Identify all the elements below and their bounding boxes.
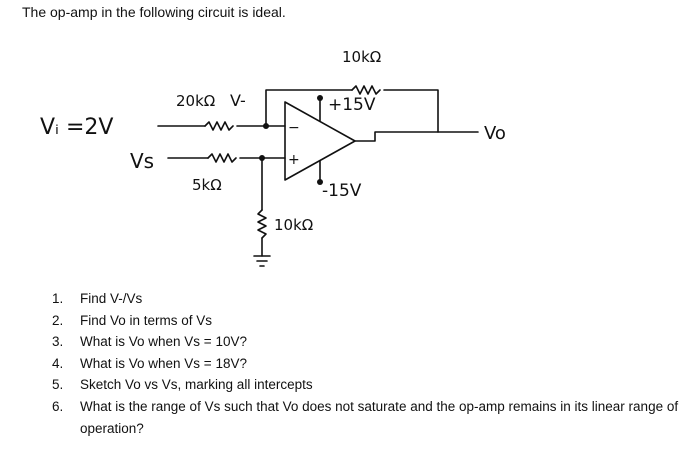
vminus-label: V- — [230, 91, 246, 110]
question-text: What is Vo when Vs = 18V? — [80, 355, 247, 371]
question-item — [52, 396, 690, 439]
question-text: Find V-/Vs — [80, 291, 143, 306]
question-text: Find Vo in terms of Vs — [80, 312, 213, 328]
noninverting-node-dot — [259, 155, 265, 161]
question-item — [52, 310, 690, 332]
problem-intro: The op-amp in the following circuit is ideal. — [22, 4, 286, 20]
question-text: What is Vo when Vs = 10V? — [80, 334, 247, 350]
feedback-wire-right — [384, 90, 438, 132]
r1-resistor — [205, 122, 233, 130]
vo-label: Vo — [484, 123, 506, 144]
r2-label: 5kΩ — [192, 176, 222, 194]
vi-label: Vᵢ =2V — [40, 115, 114, 140]
question-number: 2. — [52, 312, 64, 328]
vs-label: Vs — [130, 149, 155, 173]
negative-supply-label: -15V — [322, 181, 362, 201]
question-number: 3. — [52, 334, 64, 350]
question-item — [52, 288, 690, 310]
question-item — [52, 353, 690, 375]
question-number: 1. — [52, 291, 64, 306]
question-number: 6. — [52, 398, 64, 414]
question-item — [52, 374, 690, 396]
question-number: 4. — [52, 355, 64, 371]
r3-label: 10kΩ — [274, 216, 314, 234]
question-number: 5. — [52, 377, 64, 393]
inverting-sign: − — [288, 120, 300, 136]
r1-label: 20kΩ — [176, 92, 216, 110]
question-text: Sketch Vo vs Vs, marking all intercepts — [80, 377, 313, 393]
rf-resistor — [352, 86, 380, 94]
question-item — [52, 331, 690, 353]
question-text: What is the range of Vs such that Vo does not saturate and the op-amp remains in its linear range of operation? — [80, 398, 679, 436]
output-wire — [355, 132, 478, 141]
positive-supply-label: +15V — [328, 95, 376, 115]
ground-symbol — [254, 256, 270, 266]
question-list — [52, 288, 690, 439]
noninverting-sign: + — [288, 152, 300, 168]
r2-resistor — [208, 154, 236, 162]
positive-supply-dot — [317, 95, 323, 101]
rf-label: 10kΩ — [342, 48, 382, 66]
r3-resistor — [258, 210, 266, 238]
inverting-node-dot — [263, 123, 269, 129]
opamp-circuit-diagram — [0, 30, 560, 280]
